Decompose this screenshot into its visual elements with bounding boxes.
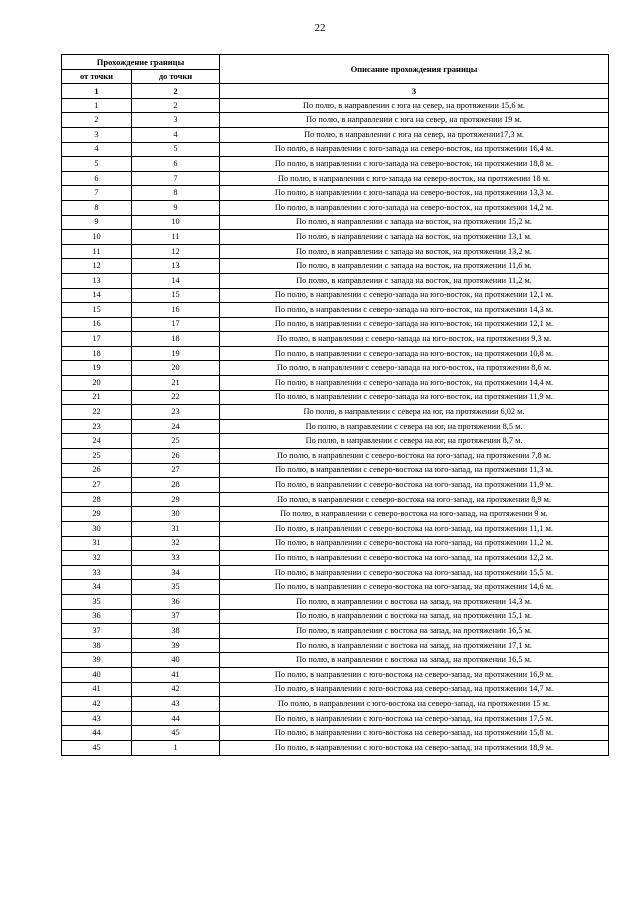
- table-row: [62, 142, 609, 157]
- to-point-cell: 18: [132, 332, 220, 347]
- table-row: [62, 478, 609, 493]
- table-row: [62, 171, 609, 186]
- to-point-cell: 33: [132, 551, 220, 566]
- description-cell: По полю, в направлении с севера на юг, на протяжении 8,5 м.: [220, 419, 609, 434]
- from-point-cell: 39: [62, 653, 132, 668]
- description-cell: По полю, в направлении с юго-востока на северо-запад, на протяжении 16,9 м.: [220, 667, 609, 682]
- from-point-cell: 24: [62, 434, 132, 449]
- from-point-header: от точки: [62, 69, 132, 84]
- to-point-cell: 10: [132, 215, 220, 230]
- table-row: [62, 273, 609, 288]
- to-point-cell: 11: [132, 230, 220, 245]
- to-point-cell: 34: [132, 565, 220, 580]
- to-point-cell: 41: [132, 667, 220, 682]
- table-row: [62, 419, 609, 434]
- from-point-cell: 41: [62, 682, 132, 697]
- description-cell: По полю, в направлении с востока на запад, на протяжении 15,1 м.: [220, 609, 609, 624]
- description-cell: По полю, в направлении с запада на восток, на протяжении 11,6 м.: [220, 259, 609, 274]
- description-cell: По полю, в направлении с северо-востока на юго-запад, на протяжении 11,9 м.: [220, 478, 609, 493]
- from-point-cell: 18: [62, 346, 132, 361]
- to-point-cell: 3: [132, 113, 220, 128]
- from-point-cell: 12: [62, 259, 132, 274]
- to-point-cell: 37: [132, 609, 220, 624]
- description-cell: По полю, в направлении с юго-востока на северо-запад, на протяжении 14,7 м.: [220, 682, 609, 697]
- description-cell: По полю, в направлении с юга на север, на протяжении 19 м.: [220, 113, 609, 128]
- from-point-cell: 44: [62, 726, 132, 741]
- table-row: [62, 434, 609, 449]
- to-point-cell: 27: [132, 463, 220, 478]
- boundary-table: [61, 54, 609, 756]
- table-row: [62, 580, 609, 595]
- from-point-cell: 1: [62, 98, 132, 113]
- to-point-cell: 26: [132, 449, 220, 464]
- table-row: [62, 740, 609, 755]
- to-point-cell: 35: [132, 580, 220, 595]
- to-point-cell: 45: [132, 726, 220, 741]
- from-point-cell: 21: [62, 390, 132, 405]
- description-cell: По полю, в направлении с севера на юг, на протяжении 8,7 м.: [220, 434, 609, 449]
- to-point-cell: 22: [132, 390, 220, 405]
- table-row: [62, 157, 609, 172]
- description-cell: По полю, в направлении с северо-запада на юго-восток, на протяжении 14,3 м.: [220, 303, 609, 318]
- description-cell: По полю, в направлении с северо-запада на юго-восток, на протяжении 12,1 м.: [220, 317, 609, 332]
- to-point-cell: 44: [132, 711, 220, 726]
- from-point-cell: 45: [62, 740, 132, 755]
- description-cell: По полю, в направлении с запада на восток, на протяжении 11,2 м.: [220, 273, 609, 288]
- to-point-cell: 43: [132, 697, 220, 712]
- from-point-cell: 35: [62, 594, 132, 609]
- description-cell: По полю, в направлении с северо-востока на юго-запад, на протяжении 11,2 м.: [220, 536, 609, 551]
- to-point-cell: 23: [132, 405, 220, 420]
- to-point-cell: 8: [132, 186, 220, 201]
- column-number-3: 3: [220, 84, 609, 99]
- table-body: [62, 98, 609, 755]
- from-point-cell: 15: [62, 303, 132, 318]
- from-point-cell: 30: [62, 522, 132, 537]
- from-point-cell: 38: [62, 638, 132, 653]
- to-point-cell: 13: [132, 259, 220, 274]
- from-point-cell: 29: [62, 507, 132, 522]
- table-row: [62, 303, 609, 318]
- to-point-cell: 7: [132, 171, 220, 186]
- to-point-cell: 16: [132, 303, 220, 318]
- to-point-cell: 39: [132, 638, 220, 653]
- to-point-cell: 15: [132, 288, 220, 303]
- description-cell: По полю, в направлении с востока на запад, на протяжении 16,5 м.: [220, 653, 609, 668]
- table-header: [62, 55, 609, 99]
- table-row: [62, 536, 609, 551]
- description-cell: По полю, в направлении с юга на север, на протяжении 15,6 м.: [220, 98, 609, 113]
- to-point-cell: 42: [132, 682, 220, 697]
- boundary-group-header: Прохождение границы: [62, 55, 220, 70]
- from-point-cell: 4: [62, 142, 132, 157]
- to-point-cell: 25: [132, 434, 220, 449]
- column-number-1: 1: [62, 84, 132, 99]
- description-cell: По полю, в направлении с северо-запада на юго-восток, на протяжении 8,6 м.: [220, 361, 609, 376]
- to-point-cell: 19: [132, 346, 220, 361]
- from-point-cell: 16: [62, 317, 132, 332]
- from-point-cell: 28: [62, 492, 132, 507]
- table-row: [62, 244, 609, 259]
- description-cell: По полю, в направлении с юго-востока на северо-запад, на протяжении 15,8 м.: [220, 726, 609, 741]
- to-point-cell: 38: [132, 624, 220, 639]
- table-row: [62, 98, 609, 113]
- from-point-cell: 22: [62, 405, 132, 420]
- to-point-cell: 17: [132, 317, 220, 332]
- table-row: [62, 113, 609, 128]
- description-cell: По полю, в направлении с северо-востока на юго-запад, на протяжении 9 м.: [220, 507, 609, 522]
- to-point-cell: 6: [132, 157, 220, 172]
- table-row: [62, 405, 609, 420]
- table-row: [62, 463, 609, 478]
- to-point-cell: 20: [132, 361, 220, 376]
- description-cell: По полю, в направлении с юго-востока на северо-запад, на протяжении 15 м.: [220, 697, 609, 712]
- table-row: [62, 259, 609, 274]
- from-point-cell: 37: [62, 624, 132, 639]
- table-row: [62, 390, 609, 405]
- page-number: 22: [314, 22, 326, 34]
- description-cell: По полю, в направлении с северо-востока на юго-запад, на протяжении 11,3 м.: [220, 463, 609, 478]
- from-point-cell: 20: [62, 376, 132, 391]
- table-row: [62, 127, 609, 142]
- table-row: [62, 507, 609, 522]
- from-point-cell: 34: [62, 580, 132, 595]
- from-point-cell: 43: [62, 711, 132, 726]
- table-row: [62, 682, 609, 697]
- from-point-cell: 5: [62, 157, 132, 172]
- table-row: [62, 492, 609, 507]
- to-point-cell: 21: [132, 376, 220, 391]
- description-cell: По полю, в направлении с юго-запада на северо-восток, на протяжении 18 м.: [220, 171, 609, 186]
- to-point-cell: 30: [132, 507, 220, 522]
- to-point-cell: 29: [132, 492, 220, 507]
- to-point-cell: 24: [132, 419, 220, 434]
- description-cell: По полю, в направлении с северо-востока на юго-запад, на протяжении 8,9 м.: [220, 492, 609, 507]
- to-point-cell: 36: [132, 594, 220, 609]
- table-row: [62, 565, 609, 580]
- from-point-cell: 13: [62, 273, 132, 288]
- to-point-cell: 31: [132, 522, 220, 537]
- to-point-cell: 40: [132, 653, 220, 668]
- description-cell: По полю, в направлении с запада на восток, на протяжении 13,2 м.: [220, 244, 609, 259]
- to-point-cell: 4: [132, 127, 220, 142]
- from-point-cell: 8: [62, 200, 132, 215]
- description-cell: По полю, в направлении с юго-запада на северо-восток, на протяжении 16,4 м.: [220, 142, 609, 157]
- from-point-cell: 9: [62, 215, 132, 230]
- from-point-cell: 17: [62, 332, 132, 347]
- from-point-cell: 19: [62, 361, 132, 376]
- from-point-cell: 36: [62, 609, 132, 624]
- to-point-header: до точки: [132, 69, 220, 84]
- from-point-cell: 32: [62, 551, 132, 566]
- table-row: [62, 726, 609, 741]
- from-point-cell: 23: [62, 419, 132, 434]
- from-point-cell: 10: [62, 230, 132, 245]
- from-point-cell: 14: [62, 288, 132, 303]
- to-point-cell: 14: [132, 273, 220, 288]
- description-cell: По полю, в направлении с северо-востока на юго-запад, на протяжении 15,5 м.: [220, 565, 609, 580]
- table-row: [62, 522, 609, 537]
- from-point-cell: 2: [62, 113, 132, 128]
- from-point-cell: 3: [62, 127, 132, 142]
- table-row: [62, 317, 609, 332]
- description-cell: По полю, в направлении с востока на запад, на протяжении 16,5 м.: [220, 624, 609, 639]
- description-cell: По полю, в направлении с юго-запада на северо-восток, на протяжении 13,3 м.: [220, 186, 609, 201]
- table-row: [62, 332, 609, 347]
- from-point-cell: 40: [62, 667, 132, 682]
- description-cell: По полю, в направлении с северо-востока на юго-запад, на протяжении 14,6 м.: [220, 580, 609, 595]
- description-cell: По полю, в направлении с юго-востока на северо-запад, на протяжении 17,5 м.: [220, 711, 609, 726]
- description-cell: По полю, в направлении с востока на запад, на протяжении 14,3 м.: [220, 594, 609, 609]
- table-row: [62, 230, 609, 245]
- from-point-cell: 27: [62, 478, 132, 493]
- column-number-2: 2: [132, 84, 220, 99]
- to-point-cell: 5: [132, 142, 220, 157]
- to-point-cell: 2: [132, 98, 220, 113]
- table-row: [62, 215, 609, 230]
- from-point-cell: 26: [62, 463, 132, 478]
- table-row: [62, 594, 609, 609]
- table-row: [62, 361, 609, 376]
- description-cell: По полю, в направлении с северо-востока на юго-запад, на протяжении 11,1 м.: [220, 522, 609, 537]
- table-row: [62, 609, 609, 624]
- description-cell: По полю, в направлении с севера на юг, на протяжении 6,02 м.: [220, 405, 609, 420]
- description-cell: По полю, в направлении с северо-запада на юго-восток, на протяжении 12,1 м.: [220, 288, 609, 303]
- description-cell: По полю, в направлении с северо-востока на юго-запад, на протяжении 12,2 м.: [220, 551, 609, 566]
- description-cell: По полю, в направлении с востока на запад, на протяжении 17,1 м.: [220, 638, 609, 653]
- table-row: [62, 638, 609, 653]
- table-row: [62, 711, 609, 726]
- description-cell: По полю, в направлении с юго-запада на северо-восток, на протяжении 14,2 м.: [220, 200, 609, 215]
- description-cell: По полю, в направлении с юга на север, на протяжении17,3 м.: [220, 127, 609, 142]
- description-cell: По полю, в направлении с северо-запада на юго-восток, на протяжении 10,8 м.: [220, 346, 609, 361]
- table-row: [62, 200, 609, 215]
- table-row: [62, 551, 609, 566]
- to-point-cell: 12: [132, 244, 220, 259]
- description-cell: По полю, в направлении с северо-запада на юго-восток, на протяжении 11,9 м.: [220, 390, 609, 405]
- description-cell: По полю, в направлении с северо-востока на юго-запад, на протяжении 7,8 м.: [220, 449, 609, 464]
- description-cell: По полю, в направлении с юго-востока на северо-запад, на протяжении 18,9 м.: [220, 740, 609, 755]
- table-row: [62, 288, 609, 303]
- to-point-cell: 1: [132, 740, 220, 755]
- table-row: [62, 186, 609, 201]
- to-point-cell: 28: [132, 478, 220, 493]
- from-point-cell: 42: [62, 697, 132, 712]
- from-point-cell: 7: [62, 186, 132, 201]
- table-row: [62, 376, 609, 391]
- from-point-cell: 11: [62, 244, 132, 259]
- table-row: [62, 653, 609, 668]
- description-cell: По полю, в направлении с запада на восток, на протяжении 15,2 м.: [220, 215, 609, 230]
- from-point-cell: 25: [62, 449, 132, 464]
- description-cell: По полю, в направлении с северо-запада на юго-восток, на протяжении 9,3 м.: [220, 332, 609, 347]
- description-cell: По полю, в направлении с запада на восток, на протяжении 13,1 м.: [220, 230, 609, 245]
- to-point-cell: 9: [132, 200, 220, 215]
- description-cell: По полю, в направлении с юго-запада на северо-восток, на протяжении 18,8 м.: [220, 157, 609, 172]
- table-row: [62, 697, 609, 712]
- description-header: Описание прохождения границы: [220, 55, 609, 84]
- from-point-cell: 6: [62, 171, 132, 186]
- from-point-cell: 31: [62, 536, 132, 551]
- table-row: [62, 667, 609, 682]
- table-row: [62, 624, 609, 639]
- description-cell: По полю, в направлении с северо-запада на юго-восток, на протяжении 14,4 м.: [220, 376, 609, 391]
- table-row: [62, 346, 609, 361]
- from-point-cell: 33: [62, 565, 132, 580]
- table-row: [62, 449, 609, 464]
- to-point-cell: 32: [132, 536, 220, 551]
